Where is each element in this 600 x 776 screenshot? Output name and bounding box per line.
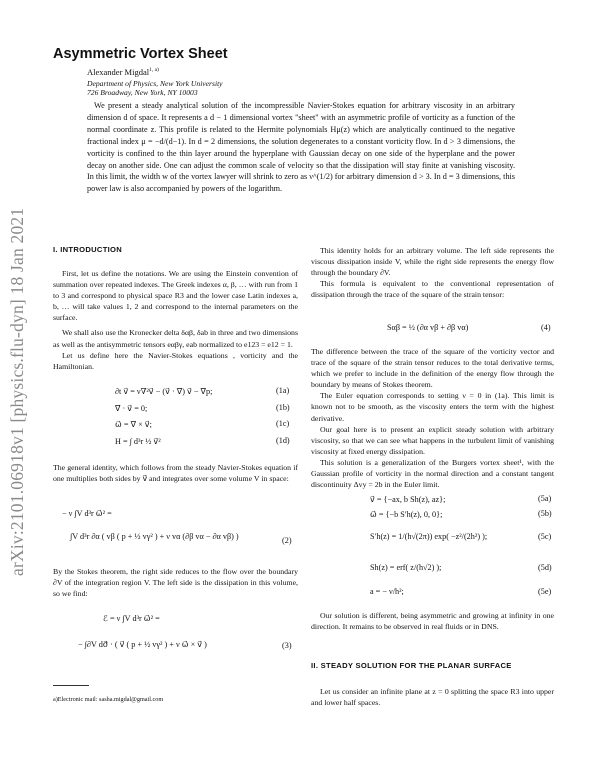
paragraph: The general identity, which follows from the steady Navier-Stokes equation if one multiplies both sides by v⃗ and integrates over some volume V in space: bbox=[53, 463, 298, 484]
equation-number-5d: (5d) bbox=[538, 563, 552, 572]
author-name bbox=[87, 67, 159, 77]
equation-5d: Sh(z) = erf( z/(h√2) ); bbox=[370, 563, 442, 572]
section-heading-steady-solution: II. STEADY SOLUTION FOR THE PLANAR SURFACE bbox=[311, 661, 512, 670]
equation-1d: H = ∫ d³r ½ v⃗² bbox=[115, 437, 161, 446]
abstract bbox=[87, 100, 515, 195]
paragraph: By the Stokes theorem, the right side reduces to the flow over the boundary ∂V of the integration region V. The left side is the dissipation in this volume, so we find: bbox=[53, 567, 298, 599]
equation-1c: ω⃗ = ∇⃗ × v⃗; bbox=[115, 420, 152, 429]
paragraph: This formula is equivalent to the conventional representation of dissipation through the trace of the square of the strain tensor: bbox=[311, 279, 554, 300]
paragraph: Our solution is different, being asymmetric and growing at infinity in one direction. It remains to be observed in real fluids or in DNS. bbox=[311, 611, 554, 632]
equation-3-line1: ℰ = ν ∫V d³r ω⃗² = bbox=[103, 614, 160, 623]
equation-number-1c: (1c) bbox=[276, 419, 290, 428]
footnote-rule bbox=[53, 685, 89, 686]
equation-1a: ∂t v⃗ = ν∇²v⃗ − (v⃗ · ∇⃗) v⃗ − ∇⃗p; bbox=[115, 387, 213, 396]
left-column-text-mid bbox=[53, 462, 298, 484]
equation-number-1d: (1d) bbox=[276, 436, 290, 445]
paragraph: This identity holds for an arbitrary volume. The left side represents the viscous dissipation inside V, while the right side represents the energy flow through the boundary ∂V. bbox=[311, 246, 554, 278]
abstract-paragraph: We present a steady analytical solution of the incompressible Navier-Stokes equation for arbitrary viscosity in an arbitrary dimension d of space. It represents a d − 1 dimensional vortex "sheet" with an asymmetric profile of vorticity as a function of the normal coordinate z. This profile is related to the Hermite polynomials Hμ(z) which are analytically continued to the negative fractional index μ = −d/(d−1). In d = 2 dimensions, the solution degenerates to a constant vorticity flow. In d > 3 dimensions, the vorticity is confined to the thin layer around the hyperplane with Gaussian decay on one side of the hyperplane and the power decay on another side. One can adjust the common scale of velocity so that the dissipation will stay finite at vanishing viscosity. In this limit, the width w of the vortex lawyer will shrink to zero as ν^(1/2) for arbitrary dimension d > 3. In d = 3 dimensions, this power law is also accompanied by powers of the logarithm. bbox=[87, 101, 515, 194]
equation-number-4: (4) bbox=[541, 323, 551, 332]
paragraph: The difference between the trace of the square of the vorticity vector and trace of the square of the strain tensor reduces to the total derivative terms, which we prefer to include in the definition of the energy flow through the boundary by means of Stokes theorem. bbox=[311, 347, 554, 390]
paragraph: Let us define here the Navier-Stokes equations , vorticity and the Hamiltonian. bbox=[53, 350, 298, 371]
paper-title: Asymmetric Vortex Sheet bbox=[53, 46, 228, 62]
equation-2-line1: − ν ∫V d³r ω⃗² = bbox=[62, 509, 112, 518]
equation-number-1a: (1a) bbox=[276, 386, 290, 395]
right-column-text-mid bbox=[311, 346, 554, 490]
paragraph: The Euler equation corresponds to setting ν = 0 in (1a). This limit is known not to be smooth, as the viscosity enters the term with the highest derivative. bbox=[311, 391, 554, 423]
paragraph: Let us consider an infinite plane at z = 0 splitting the space R3 into upper and lower half spaces. bbox=[311, 687, 554, 708]
equation-number-2: (2) bbox=[282, 536, 292, 545]
equation-5c: S′h(z) = 1/(h√(2π)) exp( −z²/(2h²) ); bbox=[370, 532, 488, 541]
equation-1b: ∇⃗ · v⃗ = 0; bbox=[115, 404, 148, 413]
equation-number-3: (3) bbox=[282, 641, 292, 650]
left-column-text-top bbox=[53, 268, 298, 372]
section-heading-introduction: I. INTRODUCTION bbox=[53, 245, 123, 254]
equation-4: Sαβ = ½ (∂α vβ + ∂β vα) bbox=[387, 323, 469, 332]
equation-number-1b: (1b) bbox=[276, 403, 290, 412]
author-label: Alexander Migdal bbox=[87, 67, 150, 77]
equation-5e: a = − ν/h²; bbox=[370, 587, 404, 596]
right-column-text-end bbox=[311, 686, 554, 708]
right-column-text-bottom bbox=[311, 610, 554, 632]
equation-5a: v⃗ = {−ax, b Sh(z), az}; bbox=[370, 495, 446, 504]
paragraph: This solution is a generalization of the Burgers vortex sheet¹, with the Gaussian profile of vorticity in the normal direction and a constant tangent discontinuity Δvy = 2b in the Euler limit. bbox=[311, 457, 554, 490]
equation-number-5a: (5a) bbox=[538, 494, 552, 503]
right-column-text-top bbox=[311, 245, 554, 300]
affiliation-address: 726 Broadway, New York, NY 10003 bbox=[87, 88, 198, 97]
left-column-text-bottom bbox=[53, 566, 298, 599]
footnote: a)Electronic mail: sasha.migdal@gmail.com bbox=[53, 696, 164, 703]
equation-5b: ω⃗ = {−b S′h(z), 0, 0}; bbox=[370, 510, 443, 519]
arxiv-identifier: arXiv:2101.06918v1 [physics.flu-dyn] 18 Jan 2021 bbox=[7, 207, 27, 576]
equation-number-5e: (5e) bbox=[538, 587, 552, 596]
equation-number-5c: (5c) bbox=[538, 532, 552, 541]
paragraph: Our goal here is to present an explicit steady solution with arbitrary viscosity, so that we can see what happens in the turbulent limit of vanishing viscosity at fixed energy dissipation. bbox=[311, 424, 554, 456]
equation-3-line2: − ∫∂V dσ⃗ · ( v⃗ ( p + ½ vγ² ) + ν ω⃗ × v⃗ ) bbox=[78, 640, 207, 649]
paragraph: First, let us define the notations. We are using the Einstein convention of summation over repeated indexes. The Greek indexes α, β, … with run from 1 to 3 and correspond to physical space R3 and the lower case Latin indexes a, b, … will take values 1, 2 and correspond to the internal parameters on the surface. bbox=[53, 269, 298, 323]
equation-number-5b: (5b) bbox=[538, 509, 552, 518]
paragraph: We shall also use the Kronecker delta δαβ, δab in three and two dimensions as well as the antisymmetric tensors eαβγ, eab normalized to e123 = e12 = 1. bbox=[53, 328, 298, 349]
affiliation-department: Department of Physics, New York University bbox=[87, 79, 223, 88]
author-superscript: 1, a) bbox=[149, 67, 159, 74]
equation-2-line2: ∫V d³r ∂α ( vβ ( p + ½ vγ² ) + ν vα (∂β vα − ∂α vβ) ) bbox=[70, 532, 239, 541]
